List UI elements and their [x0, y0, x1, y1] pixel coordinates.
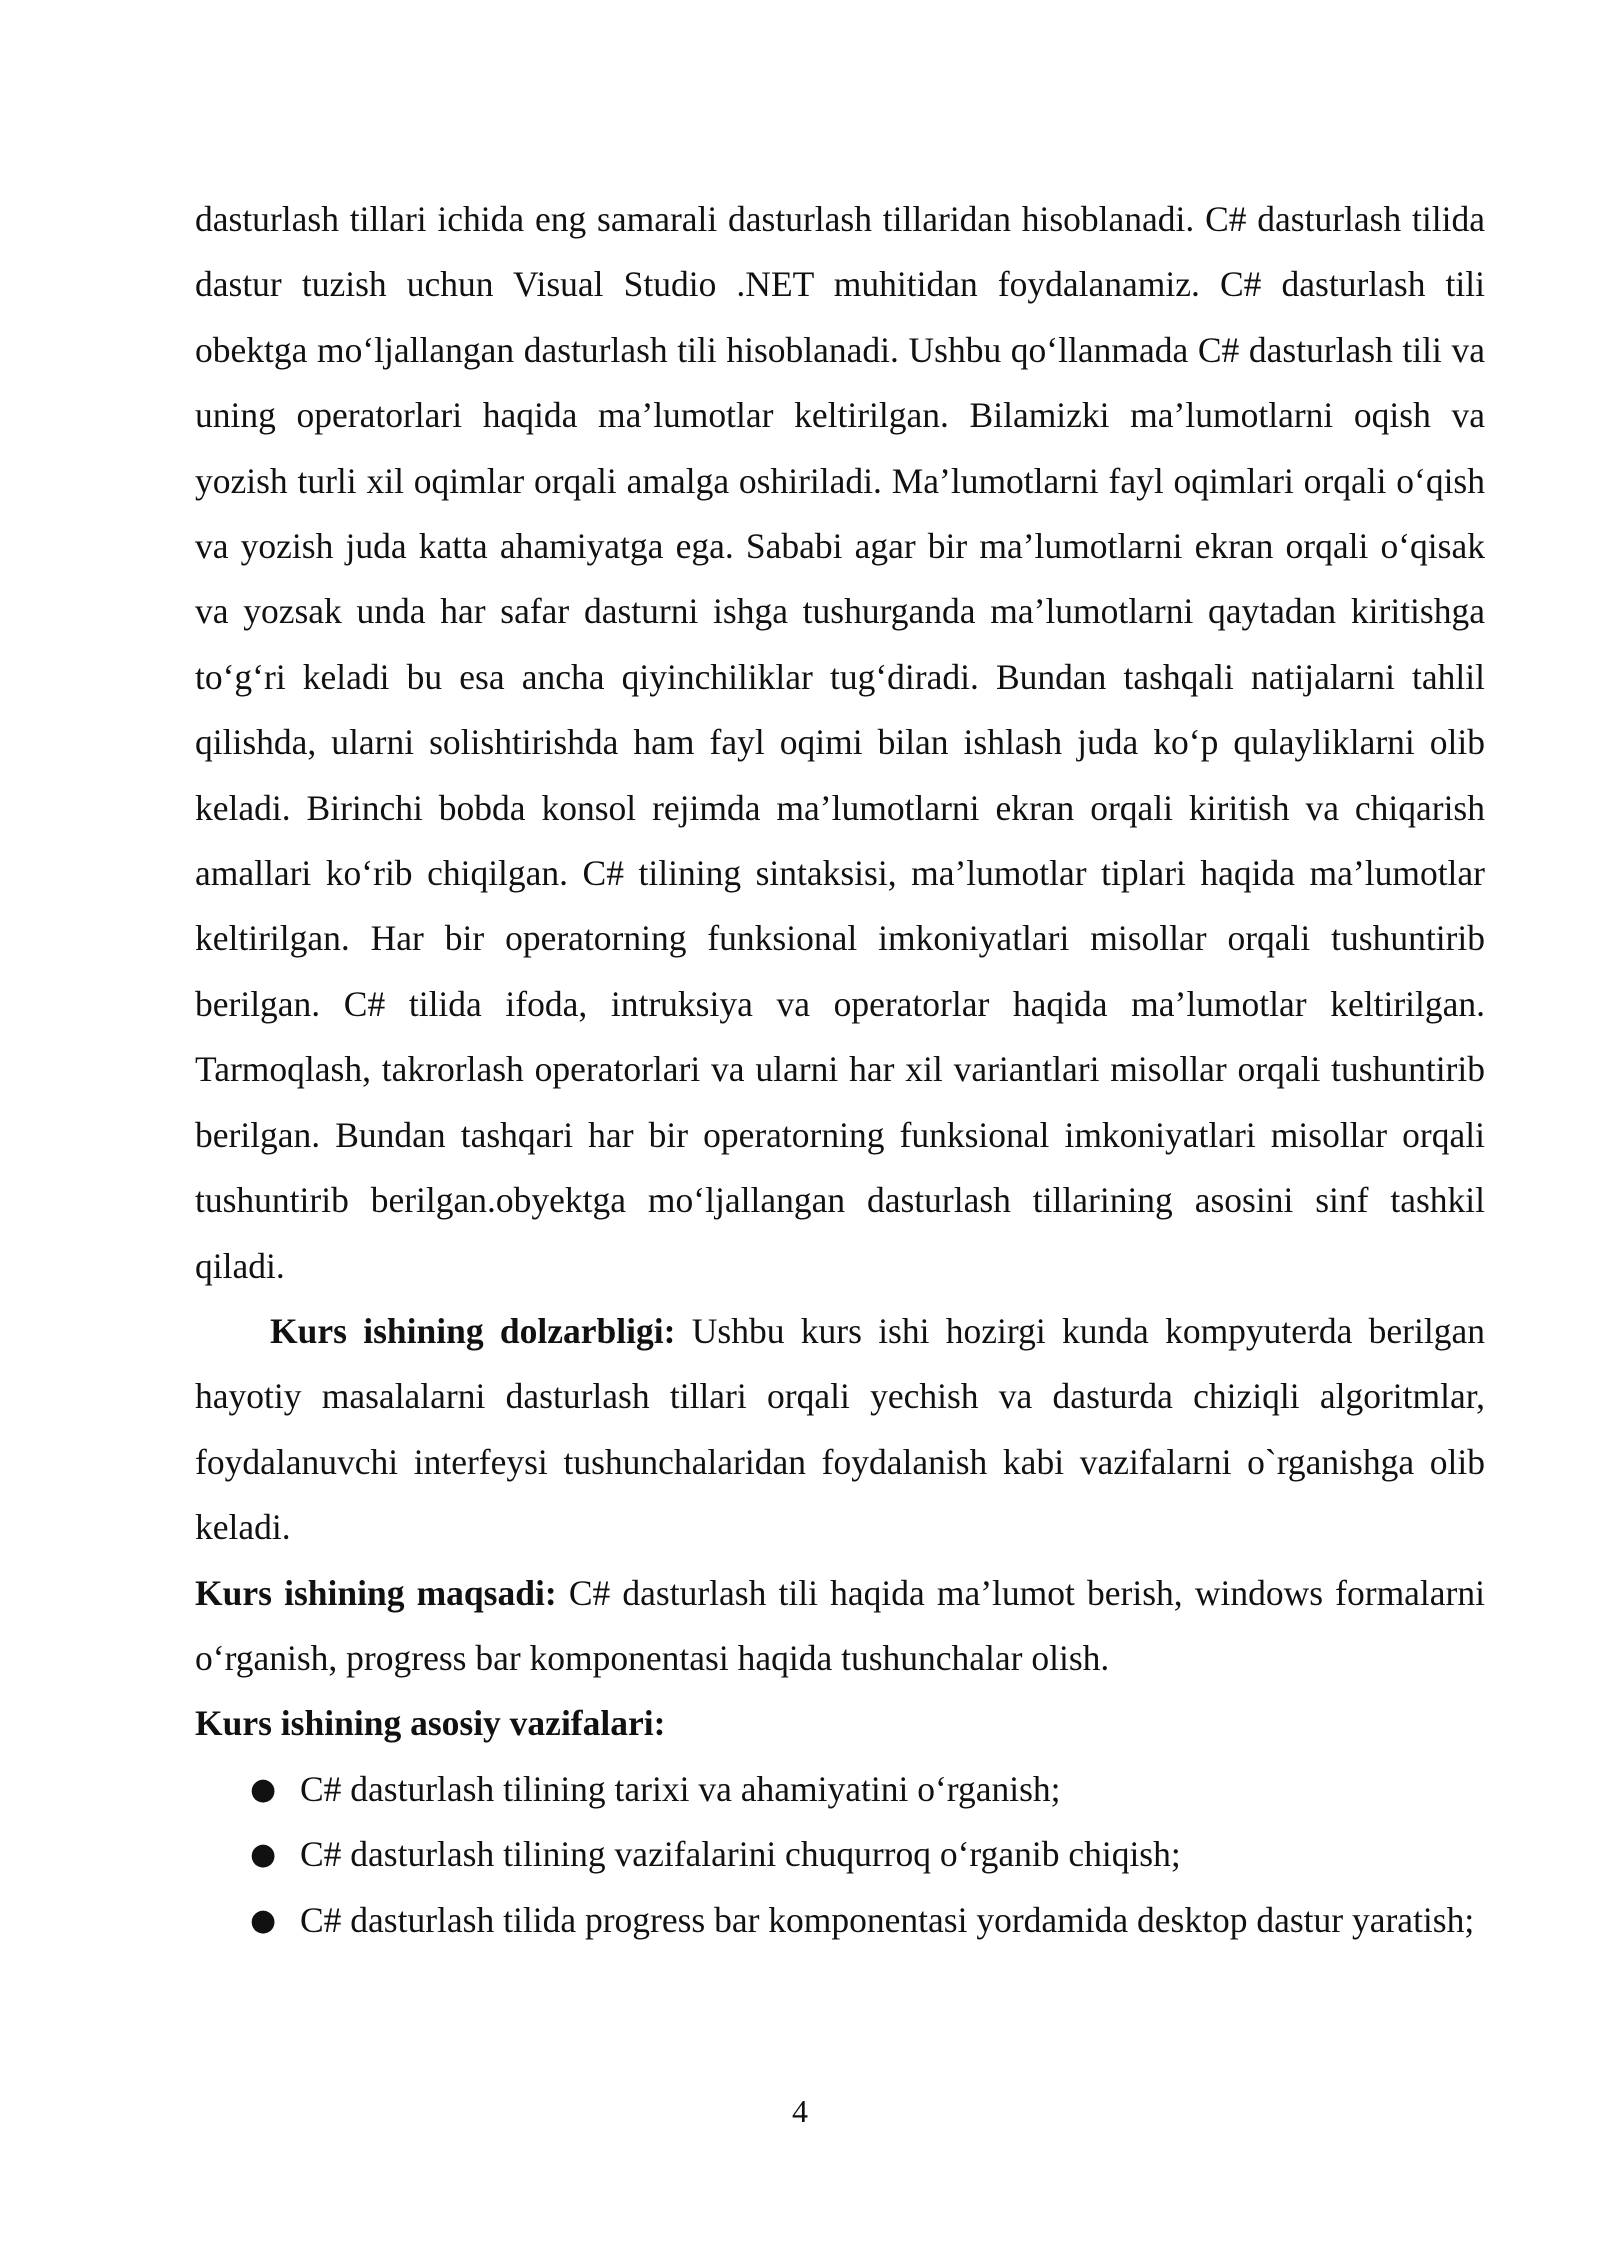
maqsad-label: Kurs ishining maqsadi:	[195, 1572, 557, 1613]
intro-paragraph: dasturlash tillari ichida eng samarali dasturlash tillaridan hisoblanadi. C# dasturlash tilida dastur tuzish uchun Visual Studio .NET muhitidan foydalanamiz. C# dasturlash tili obektga mo‘ljallangan dasturlash tili hisoblanadi. Ushbu qo‘llanmada C# dasturlash tili va uning operatorlari haqida ma’lumotlar keltirilgan. Bilamizki ma’lumotlarni oqish va yozish turli xil oqimlar orqali amalga oshiriladi. Ma’lumotlarni fayl oqimlari orqali o‘qish va yozish juda katta ahamiyatga ega. Sababi agar bir ma’lumotlarni ekran orqali o‘qisak va yozsak unda har safar dasturni ishga tushurganda ma’lumotlarni qaytadan kiritishga to‘g‘ri keladi bu esa ancha qiyinchiliklar tug‘diradi. Bundan tashqali natijalarni tahlil qilishda, ularni solishtirishda ham fayl oqimi bilan ishlash juda ko‘p qulayliklarni olib keladi. Birinchi bobda konsol rejimda ma’lumotlarni ekran orqali kiritish va chiqarish amallari ko‘rib chiqilgan. C# tilining sintaksisi, ma’lumotlar tiplari haqida ma’lumotlar keltirilgan. Har bir operatorning funksional imkoniyatlari misollar orqali tushuntirib berilgan. C# tilida ifoda, intruksiya va operatorlar haqida ma’lumotlar keltirilgan. Tarmoqlash, takrorlash operatorlari va ularni har xil variantlari misollar orqali tushuntirib berilgan. Bundan tashqari har bir operatorning funksional imkoniyatlari misollar orqali tushuntirib berilgan.obyektga mo‘ljallangan dasturlash tillarining asosini sinf tashkil qiladi.	[195, 199, 1485, 1286]
list-item	[195, 1888, 1485, 1953]
bullet-icon: ●	[250, 1902, 277, 1938]
maqsad-paragraph	[195, 1561, 1485, 1692]
dolzarblik-text: Ushbu kurs ishi hozirgi kunda kompyuterda berilgan hayotiy masalalarni dasturlash tillari orqali yechish va dasturda chiziqli algoritmlar, foydalanuvchi interfeysi tushunchalaridan foydalanish kabi vazifalarni o`rganishga olib keladi.	[195, 1310, 1485, 1548]
list-item-text: C# dasturlash tilining vazifalarini chuqurroq o‘rganib chiqish;	[300, 1834, 1181, 1875]
page-number: 4	[792, 2093, 808, 2129]
dolzarblik-label: Kurs ishining dolzarbligi:	[270, 1310, 676, 1351]
maqsad-text: C# dasturlash tili haqida ma’lumot berish, windows formalarni o‘rganish, progress bar komponentasi haqida tushunchalar olish.	[195, 1572, 1485, 1678]
page-body	[195, 187, 1485, 1953]
bullet-icon: ●	[250, 1771, 277, 1807]
list-item-text: C# dasturlash tilida progress bar komponentasi yordamida desktop dastur yaratish;	[300, 1899, 1475, 1940]
list-item	[195, 1757, 1485, 1822]
list-item	[195, 1822, 1485, 1887]
dolzarblik-paragraph	[195, 1299, 1485, 1561]
vazifalar-heading: Kurs ishining asosiy vazifalari:	[195, 1703, 666, 1744]
list-item-text: C# dasturlash tilining tarixi va ahamiyatini o‘rganish;	[300, 1768, 1061, 1809]
vazifalar-list	[195, 1757, 1485, 1953]
bullet-icon: ●	[250, 1837, 277, 1873]
